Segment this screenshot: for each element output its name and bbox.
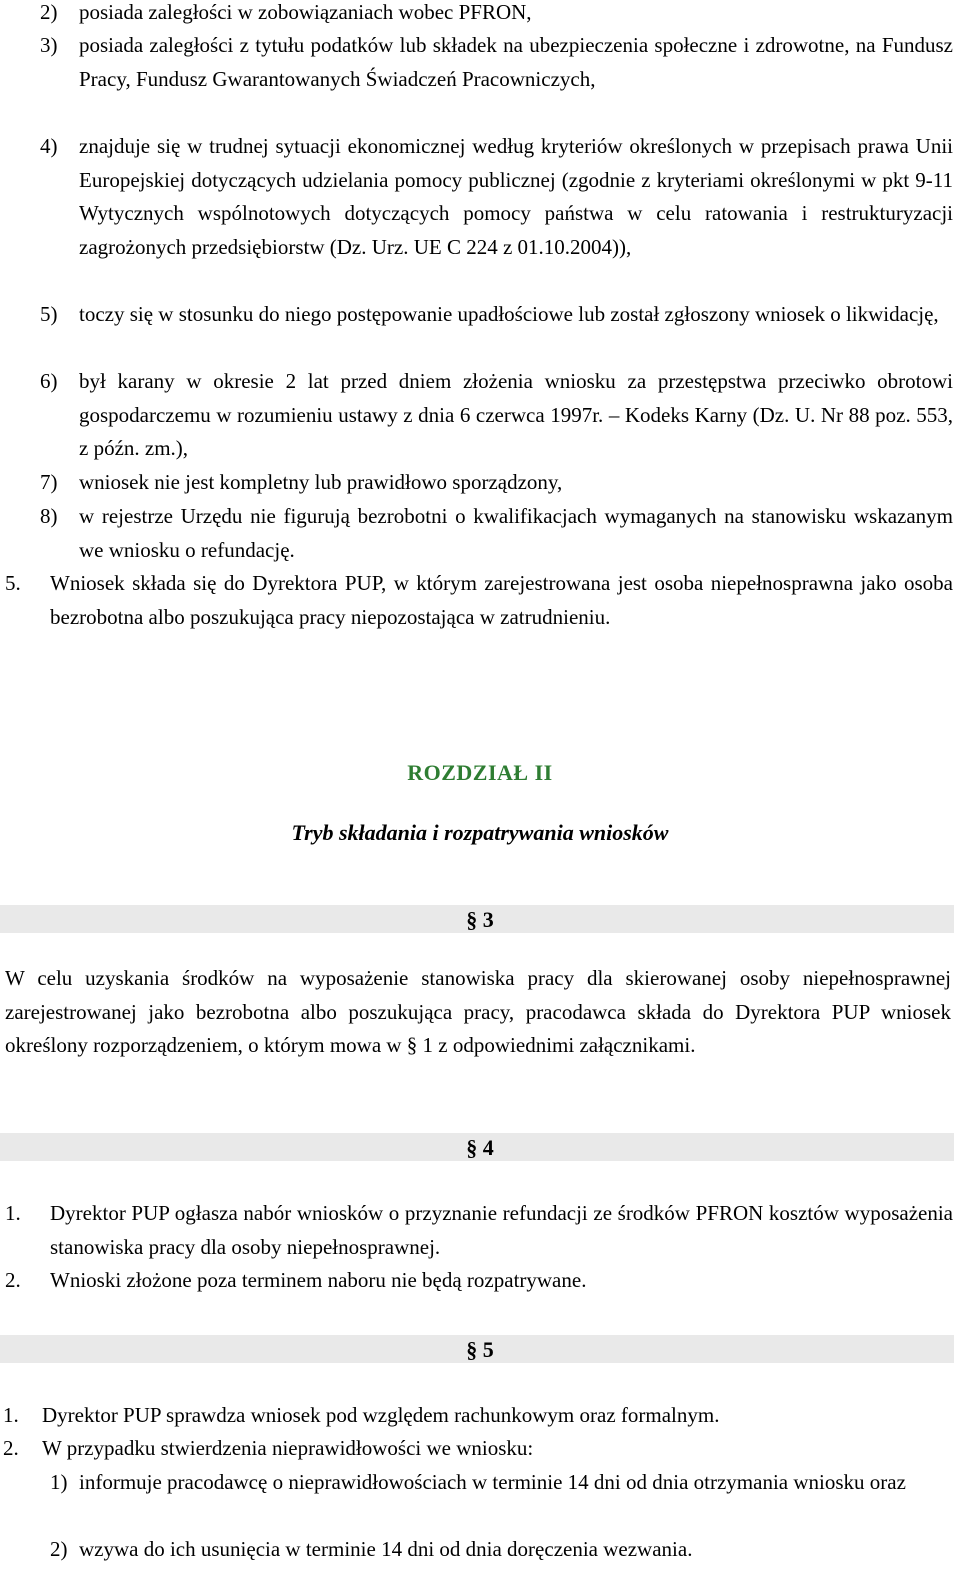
list-number: 2) [40, 0, 58, 24]
list-number: 2. [3, 1436, 19, 1460]
section-heading: § 4 [466, 1135, 494, 1160]
list-number: 2) [50, 1537, 68, 1561]
list-number: 5) [40, 302, 58, 326]
chapter-subtitle: Tryb składania i rozpatrywania wniosków [291, 820, 669, 845]
list-number: 6) [40, 369, 58, 393]
list-number: 3) [40, 33, 58, 57]
list-text: był karany w okresie 2 lat przed dniem złożenia wniosku za przestępstwa przeciwko obrotowi gospodarczemu w rozumieniu ustawy z dnia 6 czerwca 1997r. – Kodeks Karny (Dz. U. Nr 88 poz. 553, z późn. zm.), [79, 369, 953, 461]
list-number: 4) [40, 134, 58, 158]
list-number: 1. [5, 1201, 21, 1225]
list-text: toczy się w stosunku do niego postępowanie upadłościowe lub został zgłoszony wniosek o likwidację, [79, 302, 939, 326]
section-heading: § 3 [466, 907, 494, 932]
section-paragraph: W celu uzyskania środków na wyposażenie stanowiska pracy dla skierowanej osoby niepełnosprawnej zarejestrowanej jako bezrobotna albo poszukująca pracy, pracodawca składa do Dyrektora PUP wniosek określony rozporządzeniem, o którym mowa w § 1 z odpowiednimi załącznikami. [5, 966, 951, 1058]
list-text: Dyrektor PUP ogłasza nabór wniosków o przyznanie refundacji ze środków PFRON kosztów wyposażenia stanowiska pracy dla osoby niepełnosprawnej. [50, 1201, 953, 1259]
list-text: informuje pracodawcę o nieprawidłowościach w terminie 14 dni od dnia otrzymania wniosku oraz [79, 1470, 906, 1494]
list-text: W przypadku stwierdzenia nieprawidłowości we wniosku: [42, 1436, 534, 1460]
list-text: w rejestrze Urzędu nie figurują bezrobotni o kwalifikacjach wymaganych na stanowisku wskazanym we wniosku o refundację. [79, 504, 953, 562]
list-text: posiada zaległości z tytułu podatków lub składek na ubezpieczenia społeczne i zdrowotne, na Fundusz Pracy, Fundusz Gwarantowanych Świadczeń Pracowniczych, [79, 33, 953, 91]
list-text: Wnioski złożone poza terminem naboru nie będą rozpatrywane. [50, 1268, 587, 1292]
list-number: 1. [3, 1403, 19, 1427]
list-number: 1) [50, 1470, 68, 1494]
section-heading: § 5 [466, 1337, 494, 1362]
list-text: wzywa do ich usunięcia w terminie 14 dni od dnia doręczenia wezwania. [79, 1537, 693, 1561]
paragraph-number: 5. [5, 571, 21, 595]
list-number: 8) [40, 504, 58, 528]
list-text: wniosek nie jest kompletny lub prawidłowo sporządzony, [79, 470, 563, 494]
list-text: znajduje się w trudnej sytuacji ekonomicznej według kryteriów określonych w przepisach prawa Unii Europejskiej dotyczących udzielania pomocy publicznej (zgodnie z kryteriami określonymi w pkt 9-11 Wytycznych wspólnotowych dotyczących pomocy państwa w celu ratowania i restrukturyzacji zagrożonych przedsiębiorstw (Dz. Urz. UE C 224 z 01.10.2004)), [79, 134, 953, 259]
list-text: Dyrektor PUP sprawdza wniosek pod względem rachunkowym oraz formalnym. [42, 1403, 720, 1427]
list-text: posiada zaległości w zobowiązaniach wobec PFRON, [79, 0, 532, 24]
paragraph-text: Wniosek składa się do Dyrektora PUP, w którym zarejestrowana jest osoba niepełnosprawna jako osoba bezrobotna albo poszukująca pracy niepozostająca w zatrudnieniu. [50, 571, 953, 629]
chapter-title: ROZDZIAŁ II [407, 760, 553, 785]
list-number: 7) [40, 470, 58, 494]
list-number: 2. [5, 1268, 21, 1292]
